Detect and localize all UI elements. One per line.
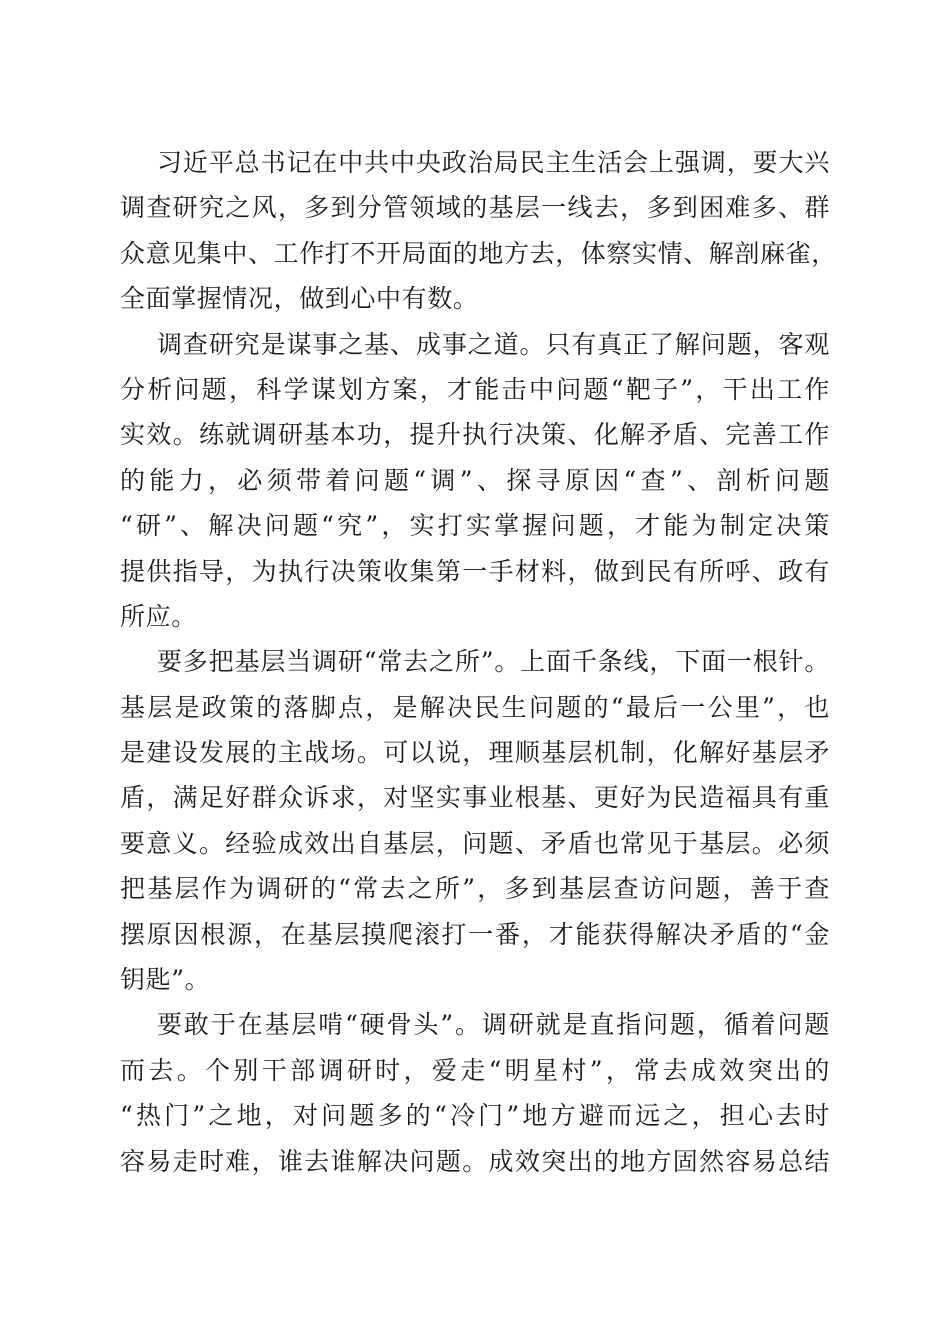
text-line: 钥匙”。	[120, 965, 211, 995]
text-line: 把基层作为调研的“常去之所”，多到基层查访问题，善于查	[120, 874, 830, 904]
text-line: 而去。个别干部调研时，爱走“明星村”，常去成效突出的	[120, 1055, 830, 1085]
text-line: 习近平总书记在中共中央政治局民主生活会上强调，要大兴	[157, 148, 830, 177]
text-line: 调查研究是谋事之基、成事之道。只有真正了解问题，客观	[157, 329, 830, 359]
text-line: 摆原因根源，在基层摸爬滚打一番，才能获得解决矛盾的“金	[120, 919, 830, 949]
text-line: 众意见集中、工作打不开局面的地方去，体察实情、解剖麻雀，	[120, 238, 837, 268]
text-line: 容易走时难，谁去谁解决问题。成效突出的地方固然容易总结	[120, 1146, 830, 1176]
text-line: 所应。	[120, 601, 197, 631]
text-line: 要多把基层当调研“常去之所”。上面千条线，下面一根针。	[157, 647, 830, 677]
text-line: 实效。练就调研基本功，提升执行决策、化解矛盾、完善工作	[120, 420, 830, 450]
text-line: 的能力，必须带着问题“调”、探寻原因“查”、剖析问题	[120, 465, 830, 495]
text-line: “热门”之地，对问题多的“冷门”地方避而远之，担心去时	[120, 1101, 830, 1131]
article-body	[120, 140, 837, 1184]
text-line: 基层是政策的落脚点，是解决民生问题的“最后一公里”，也	[120, 692, 830, 722]
text-line: 调查研究之风，多到分管领域的基层一线去，多到困难多、群	[120, 193, 830, 223]
text-line: 要意义。经验成效出自基层，问题、矛盾也常见于基层。必须	[120, 828, 830, 858]
text-line: 全面掌握情况，做到心中有数。	[120, 284, 479, 314]
text-line: 盾，满足好群众诉求，对坚实事业根基、更好为民造福具有重	[120, 783, 830, 813]
text-line: 分析问题，科学谋划方案，才能击中问题“靶子”，干出工作	[120, 374, 830, 404]
text-line: 是建设发展的主战场。可以说，理顺基层机制，化解好基层矛	[120, 738, 830, 768]
text-line: “研”、解决问题“究”，实打实掌握问题，才能为制定决策	[120, 511, 830, 541]
text-line: 提供指导，为执行决策收集第一手材料，做到民有所呼、政有	[120, 556, 830, 586]
text-line: 要敢于在基层啃“硬骨头”。调研就是直指问题，循着问题	[157, 1010, 830, 1040]
